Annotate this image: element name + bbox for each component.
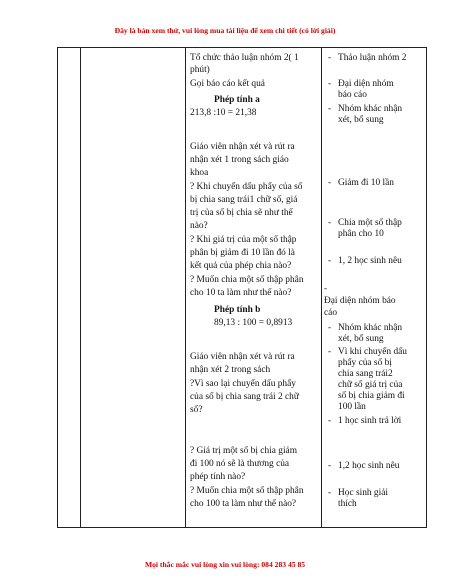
bullet-dash: - [328,488,332,498]
bullet-dash: - [324,284,328,294]
student-line: 1,2 học sinh nêu [338,461,400,471]
question-line: đi 100 nó sẽ là thương của [190,459,290,469]
question-line: kết quả của phép chia nào? [190,261,292,271]
student-line: chữ số giá trị của [338,380,403,390]
preview-banner: Đây là bản xem thử, vui lòng mua tài liệu để xem chi tiết (có lời giải) [114,26,336,35]
bullet-dash: - [328,256,332,266]
question-line: cho 100 ta làm như thế nào? [190,499,297,509]
lesson-table [57,47,427,528]
student-line: xét, bổ sung [338,334,384,344]
student-line: chia sang trái2 [338,369,393,379]
student-line: phẩy của số bị [338,358,392,368]
student-line: Đại diện nhóm báo [324,296,396,306]
question-line: trị của số bị chia sẽ như thế [190,208,293,218]
teacher-line: Giáo viên nhận xét và rút ra [190,352,295,362]
student-line: 1, 2 học sinh nêu [338,256,402,266]
teacher-line: Gọi báo cáo kết quả [190,79,265,89]
calc-b-equation: 89,13 : 100 = 0,8913 [214,318,293,328]
question-line: ? Muốn chia một số thập phân [190,486,304,496]
student-line: 100 lần [338,402,366,412]
question-line: của số bị chia sang trái 2 chữ [190,392,299,402]
student-line: Giảm đi 10 lần [338,178,394,188]
question-line: bị chia sang trái1 chữ số, giá [190,195,298,205]
student-line: Học sinh giải [338,488,388,498]
bullet-dash: - [328,416,332,426]
bullet-dash: - [328,323,332,333]
calc-a-heading: Phép tính a [214,95,260,105]
bullet-dash: - [328,218,332,228]
student-line: báo cáo [338,90,367,100]
question-line: ? Khi giá trị của một số thập [190,235,297,245]
student-line: 1 học sinh trả lời [338,416,402,426]
teacher-line: Giáo viên nhận xét và rút ra [190,142,295,152]
student-line: Đại diện nhóm [338,79,394,89]
student-line: số bị chia giảm đi [338,391,405,401]
student-line: Nhóm khác nhận [338,104,403,114]
question-line: ? Muốn chia một số thập phân [190,275,304,285]
student-line: Chia một số thập [338,218,402,228]
teacher-line: nhận xét 1 trong sách giáo [190,155,289,165]
question-line: cho 10 ta làm như thế nào? [190,288,292,298]
bullet-dash: - [328,178,332,188]
student-line: thích [338,499,357,509]
bullet-dash: - [328,461,332,471]
question-line: ? Khi chuyển dấu phẩy của số [190,182,303,192]
teacher-line: nhận xét 2 trong sách [190,365,271,375]
content-column [81,48,186,528]
question-line: phép tính nào? [190,472,246,482]
teacher-line: khoa [190,168,209,178]
question-line: nào? [190,221,208,231]
student-line: Nhóm khác nhận [338,323,403,333]
student-line: Thảo luận nhóm 2 [338,53,407,63]
time-column [58,48,81,528]
bullet-dash: - [328,79,332,89]
bullet-dash: - [328,53,332,63]
calc-a-equation: 213,8 :10 = 21,38 [190,108,257,118]
student-line: phân cho 10 [338,229,384,239]
bullet-dash: - [328,104,332,114]
teacher-line: Tổ chức thảo luận nhóm 2( 1 [190,53,299,63]
question-line: phân bị giảm đi 10 lần đó là [190,248,295,258]
teacher-line: phút) [190,65,210,75]
question-line: ? Giá trị một số bị chia giảm [190,446,298,456]
bullet-dash: - [328,347,332,357]
question-line: số? [190,405,203,415]
teacher-activity-column [186,48,322,528]
calc-b-heading: Phép tính b [214,305,261,315]
contact-banner: Mọi thắc mắc vui lòng xin vui lòng: 084 283 45 85 [144,560,306,569]
student-line: cáo [324,308,338,318]
student-line: Vì khi chuyển dấu [338,347,407,357]
question-line: ?Vì sao lại chuyển dấu phẩy [190,379,296,389]
student-line: xét, bổ sung [338,115,384,125]
student-activity-column [322,48,427,528]
